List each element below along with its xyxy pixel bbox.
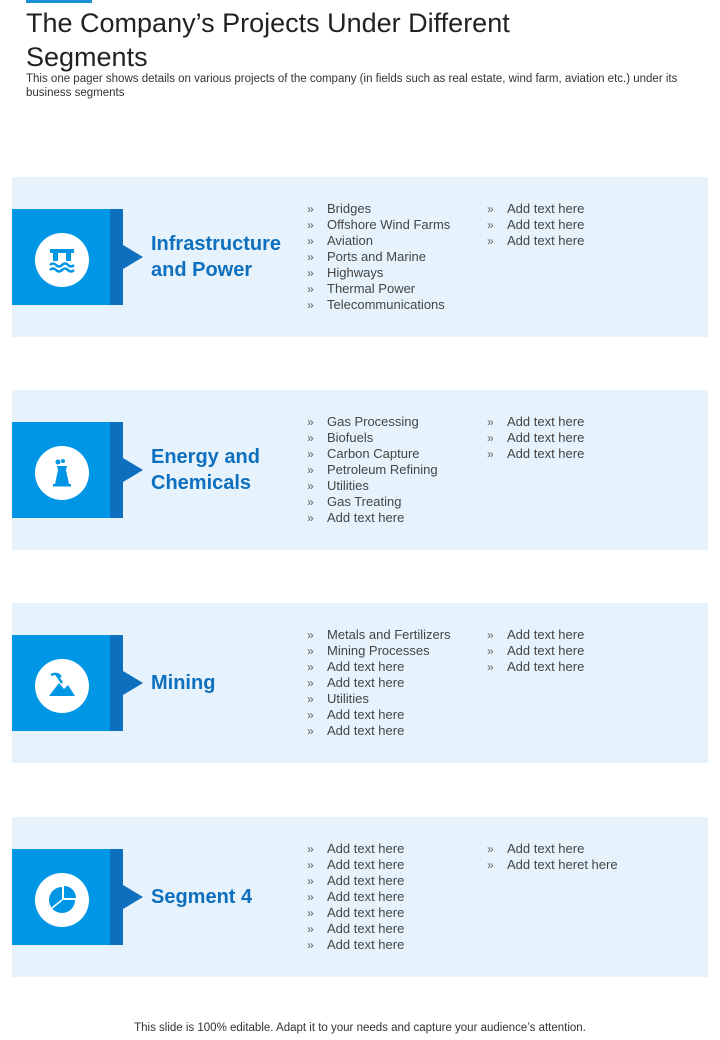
list-item: » Add text here bbox=[307, 510, 438, 526]
segment-title: Mining bbox=[151, 672, 216, 694]
segment-icon-strip bbox=[110, 209, 123, 305]
list-item: » Add text here bbox=[307, 659, 451, 675]
footer-note: This slide is 100% editable. Adapt it to your needs and capture your audience’s attention. bbox=[134, 1022, 586, 1034]
list-item: » Add text heret here bbox=[487, 857, 618, 873]
segment-title: Segment 4 bbox=[151, 886, 253, 908]
list-item: » Add text here bbox=[487, 627, 584, 643]
list-item: » Offshore Wind Farms bbox=[307, 217, 450, 233]
list-item: » Mining Processes bbox=[307, 643, 451, 659]
segment-icon-strip bbox=[110, 635, 123, 731]
segment-energy-and-chemicals bbox=[12, 390, 708, 550]
list-item: » Add text here bbox=[307, 841, 404, 857]
top-accent-bar bbox=[26, 0, 92, 3]
list-item: » Ports and Marine bbox=[307, 249, 450, 265]
list-item: » Gas Treating bbox=[307, 494, 438, 510]
segment-icon-strip bbox=[110, 422, 123, 518]
list-item: » Add text here bbox=[487, 217, 584, 233]
segment-extra-list bbox=[487, 201, 584, 249]
list-item: » Bridges bbox=[307, 201, 450, 217]
list-item: » Add text here bbox=[487, 446, 584, 462]
list-item: » Add text here bbox=[487, 643, 584, 659]
segment-projects-list bbox=[307, 627, 451, 739]
list-item: » Add text here bbox=[487, 233, 584, 249]
segment-4 bbox=[12, 817, 708, 977]
segment-title: Energy and Chemicals bbox=[151, 446, 260, 494]
list-item: » Add text here bbox=[307, 937, 404, 953]
list-item: » Carbon Capture bbox=[307, 446, 438, 462]
list-item: » Add text here bbox=[307, 675, 451, 691]
segment-mining bbox=[12, 603, 708, 763]
list-item: » Telecommunications bbox=[307, 297, 450, 313]
list-item: » Highways bbox=[307, 265, 450, 281]
power-plant-icon bbox=[35, 446, 89, 500]
list-item: » Biofuels bbox=[307, 430, 438, 446]
segment-pointer-arrow bbox=[123, 671, 143, 695]
list-item: » Add text here bbox=[307, 723, 451, 739]
list-item: » Add text here bbox=[307, 905, 404, 921]
list-item: » Thermal Power bbox=[307, 281, 450, 297]
list-item: » Add text here bbox=[487, 659, 584, 675]
list-item: » Add text here bbox=[487, 430, 584, 446]
list-item: » Add text here bbox=[487, 414, 584, 430]
list-item: » Add text here bbox=[487, 201, 584, 217]
mining-icon bbox=[35, 659, 89, 713]
pie-chart-icon bbox=[35, 873, 89, 927]
segment-extra-list bbox=[487, 841, 618, 873]
segment-pointer-arrow bbox=[123, 885, 143, 909]
list-item: » Gas Processing bbox=[307, 414, 438, 430]
segment-extra-list bbox=[487, 627, 584, 675]
segment-icon-strip bbox=[110, 849, 123, 945]
page-subtitle: This one pager shows details on various projects of the company (in fields such as real estate, wind farm, aviation etc.) under its business segments bbox=[26, 73, 678, 99]
segment-pointer-arrow bbox=[123, 458, 143, 482]
list-item: » Add text here bbox=[307, 707, 451, 723]
list-item: » Add text here bbox=[307, 857, 404, 873]
list-item: » Add text here bbox=[487, 841, 618, 857]
segment-infrastructure-and-power bbox=[12, 177, 708, 337]
list-item: » Utilities bbox=[307, 691, 451, 707]
list-item: » Petroleum Refining bbox=[307, 462, 438, 478]
segment-projects-list bbox=[307, 414, 438, 526]
segment-pointer-arrow bbox=[123, 245, 143, 269]
segment-extra-list bbox=[487, 414, 584, 462]
list-item: » Add text here bbox=[307, 889, 404, 905]
page-title: The Company’s Projects Under Different Segments bbox=[26, 8, 510, 72]
bridge-water-icon bbox=[35, 233, 89, 287]
list-item: » Add text here bbox=[307, 921, 404, 937]
list-item: » Metals and Fertilizers bbox=[307, 627, 451, 643]
segment-projects-list bbox=[307, 841, 404, 953]
segment-projects-list bbox=[307, 201, 450, 313]
segment-title: Infrastructure and Power bbox=[151, 233, 282, 281]
list-item: » Utilities bbox=[307, 478, 438, 494]
list-item: » Aviation bbox=[307, 233, 450, 249]
list-item: » Add text here bbox=[307, 873, 404, 889]
